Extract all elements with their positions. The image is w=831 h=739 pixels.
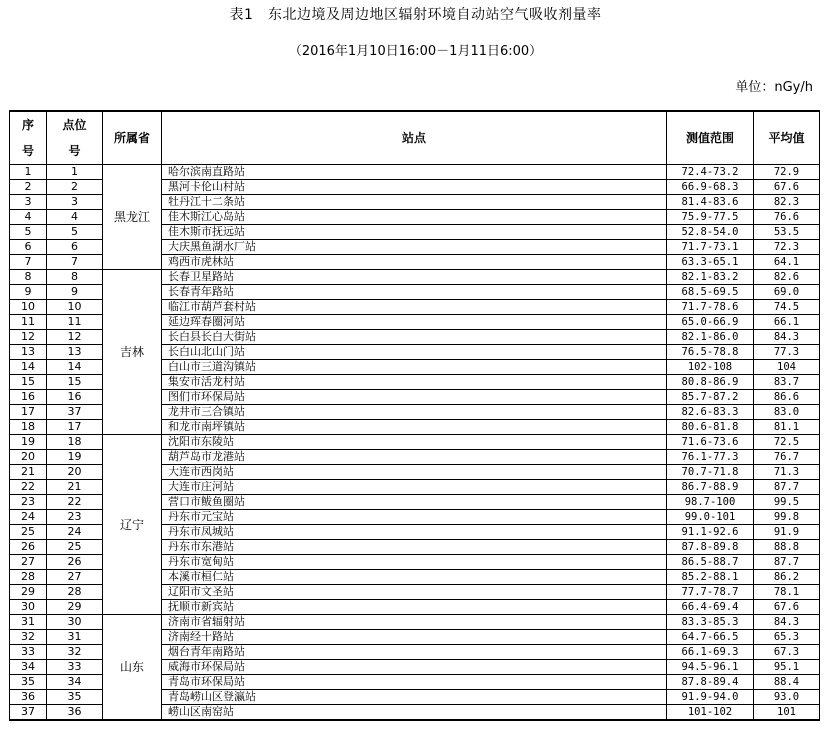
seq-cell: 16 bbox=[10, 390, 47, 405]
average-cell: 86.6 bbox=[754, 390, 820, 405]
average-cell: 82.6 bbox=[754, 270, 820, 285]
province-cell: 吉林 bbox=[103, 270, 162, 435]
station-cell: 长春青年路站 bbox=[162, 285, 667, 300]
point-cell: 24 bbox=[47, 525, 103, 540]
seq-cell: 25 bbox=[10, 525, 47, 540]
table-body bbox=[10, 165, 820, 721]
station-cell: 烟台青年南路站 bbox=[162, 645, 667, 660]
range-cell: 83.3-85.3 bbox=[667, 615, 754, 630]
station-cell: 图们市环保局站 bbox=[162, 390, 667, 405]
range-cell: 85.2-88.1 bbox=[667, 570, 754, 585]
seq-cell: 12 bbox=[10, 330, 47, 345]
seq-cell: 31 bbox=[10, 615, 47, 630]
seq-cell: 3 bbox=[10, 195, 47, 210]
average-cell: 67.6 bbox=[754, 180, 820, 195]
table-row bbox=[10, 435, 820, 450]
average-cell: 81.1 bbox=[754, 420, 820, 435]
station-cell: 延边珲春圈河站 bbox=[162, 315, 667, 330]
seq-cell: 5 bbox=[10, 225, 47, 240]
header-point-line1: 点位 bbox=[62, 118, 87, 132]
province-cell: 山东 bbox=[103, 615, 162, 721]
station-cell: 丹东市宽甸站 bbox=[162, 555, 667, 570]
seq-cell: 19 bbox=[10, 435, 47, 450]
seq-cell: 10 bbox=[10, 300, 47, 315]
point-cell: 4 bbox=[47, 210, 103, 225]
header-seq bbox=[10, 111, 47, 165]
point-cell: 37 bbox=[47, 405, 103, 420]
point-cell: 34 bbox=[47, 675, 103, 690]
average-cell: 87.7 bbox=[754, 555, 820, 570]
point-cell: 32 bbox=[47, 645, 103, 660]
seq-cell: 20 bbox=[10, 450, 47, 465]
point-cell: 13 bbox=[47, 345, 103, 360]
range-cell: 87.8-89.4 bbox=[667, 675, 754, 690]
header-point-line2: 号 bbox=[68, 144, 81, 158]
point-cell: 6 bbox=[47, 240, 103, 255]
average-cell: 72.5 bbox=[754, 435, 820, 450]
header-seq-line1: 序 bbox=[21, 118, 34, 132]
header-province: 所属省 bbox=[103, 111, 162, 165]
station-cell: 长白县长白大街站 bbox=[162, 330, 667, 345]
point-cell: 8 bbox=[47, 270, 103, 285]
seq-cell: 22 bbox=[10, 480, 47, 495]
station-cell: 丹东市东港站 bbox=[162, 540, 667, 555]
range-cell: 101-102 bbox=[667, 705, 754, 721]
station-cell: 佳木斯江心岛站 bbox=[162, 210, 667, 225]
header-point bbox=[47, 111, 103, 165]
seq-cell: 28 bbox=[10, 570, 47, 585]
average-cell: 65.3 bbox=[754, 630, 820, 645]
average-cell: 67.3 bbox=[754, 645, 820, 660]
point-cell: 18 bbox=[47, 435, 103, 450]
seq-cell: 37 bbox=[10, 705, 47, 721]
point-cell: 15 bbox=[47, 375, 103, 390]
seq-cell: 1 bbox=[10, 165, 47, 180]
average-cell: 69.0 bbox=[754, 285, 820, 300]
average-cell: 72.9 bbox=[754, 165, 820, 180]
range-cell: 85.7-87.2 bbox=[667, 390, 754, 405]
point-cell: 2 bbox=[47, 180, 103, 195]
station-cell: 沈阳市东陵站 bbox=[162, 435, 667, 450]
station-cell: 济南经十路站 bbox=[162, 630, 667, 645]
station-cell: 济南市省辐射站 bbox=[162, 615, 667, 630]
point-cell: 29 bbox=[47, 600, 103, 615]
station-cell: 崂山区南窑站 bbox=[162, 705, 667, 721]
average-cell: 84.3 bbox=[754, 330, 820, 345]
seq-cell: 17 bbox=[10, 405, 47, 420]
point-cell: 10 bbox=[47, 300, 103, 315]
point-cell: 7 bbox=[47, 255, 103, 270]
header-seq-line2: 号 bbox=[21, 144, 34, 158]
average-cell: 84.3 bbox=[754, 615, 820, 630]
average-cell: 104 bbox=[754, 360, 820, 375]
range-cell: 52.8-54.0 bbox=[667, 225, 754, 240]
province-cell: 黑龙江 bbox=[103, 165, 162, 270]
header-average: 平均值 bbox=[754, 111, 820, 165]
point-cell: 3 bbox=[47, 195, 103, 210]
point-cell: 26 bbox=[47, 555, 103, 570]
point-cell: 12 bbox=[47, 330, 103, 345]
point-cell: 21 bbox=[47, 480, 103, 495]
range-cell: 65.0-66.9 bbox=[667, 315, 754, 330]
seq-cell: 30 bbox=[10, 600, 47, 615]
station-cell: 青岛市环保局站 bbox=[162, 675, 667, 690]
range-cell: 70.7-71.8 bbox=[667, 465, 754, 480]
point-cell: 17 bbox=[47, 420, 103, 435]
average-cell: 78.1 bbox=[754, 585, 820, 600]
seq-cell: 11 bbox=[10, 315, 47, 330]
point-cell: 31 bbox=[47, 630, 103, 645]
station-cell: 大连市庄河站 bbox=[162, 480, 667, 495]
station-cell: 牡丹江十二条站 bbox=[162, 195, 667, 210]
range-cell: 63.3-65.1 bbox=[667, 255, 754, 270]
seq-cell: 8 bbox=[10, 270, 47, 285]
point-cell: 23 bbox=[47, 510, 103, 525]
point-cell: 22 bbox=[47, 495, 103, 510]
seq-cell: 32 bbox=[10, 630, 47, 645]
average-cell: 76.7 bbox=[754, 450, 820, 465]
point-cell: 16 bbox=[47, 390, 103, 405]
station-cell: 葫芦岛市龙港站 bbox=[162, 450, 667, 465]
seq-cell: 35 bbox=[10, 675, 47, 690]
station-cell: 和龙市南坪镇站 bbox=[162, 420, 667, 435]
station-cell: 本溪市桓仁站 bbox=[162, 570, 667, 585]
average-cell: 83.0 bbox=[754, 405, 820, 420]
table-row bbox=[10, 270, 820, 285]
average-cell: 95.1 bbox=[754, 660, 820, 675]
station-cell: 黑河卡伦山村站 bbox=[162, 180, 667, 195]
range-cell: 98.7-100 bbox=[667, 495, 754, 510]
average-cell: 88.8 bbox=[754, 540, 820, 555]
unit-label: 单位：nGy/h bbox=[735, 80, 813, 95]
range-cell: 94.5-96.1 bbox=[667, 660, 754, 675]
seq-cell: 34 bbox=[10, 660, 47, 675]
point-cell: 30 bbox=[47, 615, 103, 630]
range-cell: 86.5-88.7 bbox=[667, 555, 754, 570]
average-cell: 77.3 bbox=[754, 345, 820, 360]
average-cell: 74.5 bbox=[754, 300, 820, 315]
range-cell: 71.7-78.6 bbox=[667, 300, 754, 315]
seq-cell: 21 bbox=[10, 465, 47, 480]
average-cell: 99.5 bbox=[754, 495, 820, 510]
station-cell: 威海市环保局站 bbox=[162, 660, 667, 675]
average-cell: 83.7 bbox=[754, 375, 820, 390]
station-cell: 鸡西市虎林站 bbox=[162, 255, 667, 270]
range-cell: 72.4-73.2 bbox=[667, 165, 754, 180]
range-cell: 66.1-69.3 bbox=[667, 645, 754, 660]
average-cell: 99.8 bbox=[754, 510, 820, 525]
seq-cell: 23 bbox=[10, 495, 47, 510]
seq-cell: 33 bbox=[10, 645, 47, 660]
average-cell: 53.5 bbox=[754, 225, 820, 240]
station-cell: 大庆黑鱼湖水厂站 bbox=[162, 240, 667, 255]
point-cell: 11 bbox=[47, 315, 103, 330]
station-cell: 集安市活龙村站 bbox=[162, 375, 667, 390]
point-cell: 19 bbox=[47, 450, 103, 465]
range-cell: 71.7-73.1 bbox=[667, 240, 754, 255]
seq-cell: 36 bbox=[10, 690, 47, 705]
station-cell: 长白山北山门站 bbox=[162, 345, 667, 360]
point-cell: 28 bbox=[47, 585, 103, 600]
point-cell: 1 bbox=[47, 165, 103, 180]
range-cell: 99.0-101 bbox=[667, 510, 754, 525]
table-subtitle: （2016年1月10日16:00－1月11日6:00） bbox=[288, 44, 543, 59]
average-cell: 88.4 bbox=[754, 675, 820, 690]
range-cell: 71.6-73.6 bbox=[667, 435, 754, 450]
range-cell: 91.1-92.6 bbox=[667, 525, 754, 540]
average-cell: 66.1 bbox=[754, 315, 820, 330]
seq-cell: 14 bbox=[10, 360, 47, 375]
seq-cell: 4 bbox=[10, 210, 47, 225]
station-cell: 临江市葫芦套村站 bbox=[162, 300, 667, 315]
range-cell: 102-108 bbox=[667, 360, 754, 375]
average-cell: 71.3 bbox=[754, 465, 820, 480]
range-cell: 82.1-86.0 bbox=[667, 330, 754, 345]
point-cell: 9 bbox=[47, 285, 103, 300]
range-cell: 80.8-86.9 bbox=[667, 375, 754, 390]
point-cell: 27 bbox=[47, 570, 103, 585]
average-cell: 64.1 bbox=[754, 255, 820, 270]
seq-cell: 26 bbox=[10, 540, 47, 555]
seq-cell: 9 bbox=[10, 285, 47, 300]
station-cell: 佳木斯市抚远站 bbox=[162, 225, 667, 240]
province-cell: 辽宁 bbox=[103, 435, 162, 615]
station-cell: 长春卫星路站 bbox=[162, 270, 667, 285]
average-cell: 67.6 bbox=[754, 600, 820, 615]
range-cell: 68.5-69.5 bbox=[667, 285, 754, 300]
header-row bbox=[10, 111, 820, 165]
table-row bbox=[10, 615, 820, 630]
station-cell: 营口市鲅鱼圈站 bbox=[162, 495, 667, 510]
range-cell: 64.7-66.5 bbox=[667, 630, 754, 645]
average-cell: 86.2 bbox=[754, 570, 820, 585]
seq-cell: 24 bbox=[10, 510, 47, 525]
range-cell: 76.5-78.8 bbox=[667, 345, 754, 360]
seq-cell: 18 bbox=[10, 420, 47, 435]
station-cell: 辽阳市文圣站 bbox=[162, 585, 667, 600]
range-cell: 87.8-89.8 bbox=[667, 540, 754, 555]
range-cell: 76.1-77.3 bbox=[667, 450, 754, 465]
range-cell: 82.1-83.2 bbox=[667, 270, 754, 285]
average-cell: 72.3 bbox=[754, 240, 820, 255]
point-cell: 36 bbox=[47, 705, 103, 721]
seq-cell: 7 bbox=[10, 255, 47, 270]
range-cell: 82.6-83.3 bbox=[667, 405, 754, 420]
station-cell: 青岛崂山区登瀛站 bbox=[162, 690, 667, 705]
station-cell: 哈尔滨南直路站 bbox=[162, 165, 667, 180]
average-cell: 91.9 bbox=[754, 525, 820, 540]
average-cell: 87.7 bbox=[754, 480, 820, 495]
range-cell: 75.9-77.5 bbox=[667, 210, 754, 225]
table-title: 表1 东北边境及周边地区辐射环境自动站空气吸收剂量率 bbox=[229, 7, 602, 23]
seq-cell: 15 bbox=[10, 375, 47, 390]
station-cell: 丹东市元宝站 bbox=[162, 510, 667, 525]
point-cell: 33 bbox=[47, 660, 103, 675]
seq-cell: 27 bbox=[10, 555, 47, 570]
station-cell: 抚顺市新宾站 bbox=[162, 600, 667, 615]
range-cell: 80.6-81.8 bbox=[667, 420, 754, 435]
range-cell: 81.4-83.6 bbox=[667, 195, 754, 210]
station-cell: 大连市西岗站 bbox=[162, 465, 667, 480]
station-cell: 龙井市三合镇站 bbox=[162, 405, 667, 420]
point-cell: 5 bbox=[47, 225, 103, 240]
average-cell: 82.3 bbox=[754, 195, 820, 210]
station-cell: 丹东市凤城站 bbox=[162, 525, 667, 540]
seq-cell: 6 bbox=[10, 240, 47, 255]
average-cell: 76.6 bbox=[754, 210, 820, 225]
station-cell: 白山市三道沟镇站 bbox=[162, 360, 667, 375]
dose-rate-table bbox=[9, 110, 820, 721]
range-cell: 91.9-94.0 bbox=[667, 690, 754, 705]
point-cell: 25 bbox=[47, 540, 103, 555]
average-cell: 101 bbox=[754, 705, 820, 721]
point-cell: 20 bbox=[47, 465, 103, 480]
header-range: 测值范围 bbox=[667, 111, 754, 165]
table-row bbox=[10, 165, 820, 180]
seq-cell: 13 bbox=[10, 345, 47, 360]
range-cell: 86.7-88.9 bbox=[667, 480, 754, 495]
range-cell: 77.7-78.7 bbox=[667, 585, 754, 600]
range-cell: 66.9-68.3 bbox=[667, 180, 754, 195]
point-cell: 35 bbox=[47, 690, 103, 705]
average-cell: 93.0 bbox=[754, 690, 820, 705]
range-cell: 66.4-69.4 bbox=[667, 600, 754, 615]
seq-cell: 29 bbox=[10, 585, 47, 600]
point-cell: 14 bbox=[47, 360, 103, 375]
seq-cell: 2 bbox=[10, 180, 47, 195]
header-station: 站点 bbox=[162, 111, 667, 165]
